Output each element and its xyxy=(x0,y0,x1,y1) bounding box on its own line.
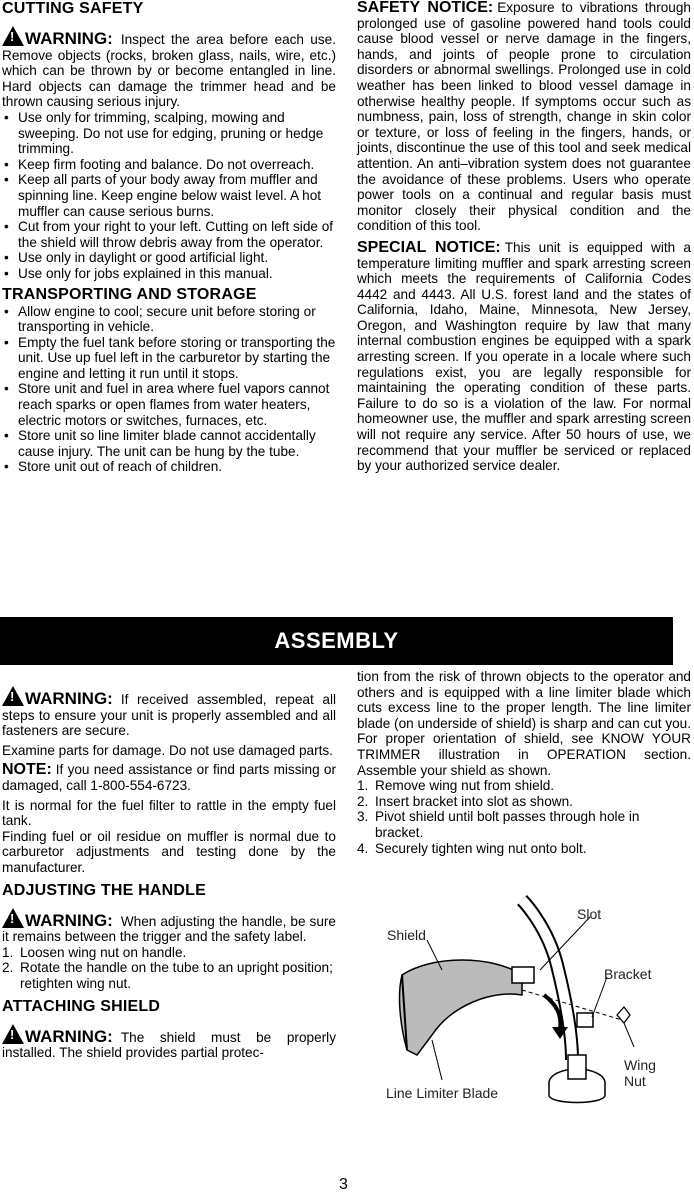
label-line-limiter-blade: Line Limiter Blade xyxy=(386,1085,499,1101)
warning-triangle-icon xyxy=(2,26,24,46)
assembly-right-section xyxy=(357,669,691,856)
shield-piece xyxy=(400,960,522,1055)
warning-triangle-icon xyxy=(2,686,24,706)
examine-paragraph: Examine parts for damage. Do not use damaged parts. xyxy=(2,742,333,758)
list-item: • Use only for jobs explained in this manual. xyxy=(2,266,336,282)
list-item: 2. Rotate the handle on the tube to an upright position; retighten wing nut. xyxy=(2,960,333,991)
assembly-banner: ASSEMBLY xyxy=(0,617,673,665)
list-item: • Store unit and fuel in area where fuel vapors cannot reach sparks or open flames from water heaters, electric motors or switches, furnaces, etc. xyxy=(2,381,336,428)
cutting-warning-paragraph: !WARNING: Inspect the area before each use. Remove objects (rocks, broken glass, nails, wire, etc.) which can be thrown by or become entangled in line. Hard objects can damage the trimmer head and be thrown causing serious injury. xyxy=(2,24,336,110)
assembly-warning-paragraph: !WARNING: If received assembled, repeat all steps to ensure your unit is properly assembled and all fasteners are secure. xyxy=(2,684,336,739)
residue-paragraph: Finding fuel or oil residue on muffler is normal due to carburetor adjustments and testing done by the manufacturer. xyxy=(2,828,336,875)
list-item: • Use only for trimming, scalping, mowing and sweeping. Do not use for edging, pruning or hedge trimming. xyxy=(2,110,336,157)
handle-warning-paragraph: !WARNING: When adjusting the handle, be sure it remains between the trigger and the safety label. xyxy=(2,906,336,945)
shield-steps-list xyxy=(357,778,691,856)
special-notice-paragraph: SPECIAL NOTICE: This unit is equipped with a temperature limiting muffler and spark arresting screen which meets the requirements of California Codes 4442 and 4443. All U.S. forest land and the states of California, Idaho, Maine, Minnesota, New Jersey, Oregon, and Washington require by law that many internal combustion engines be equipped with a spark arresting screen. If you operate in a locale where such regulations exist, you are legally responsible for maintaining the operating condition of these parts. Failure to do so is a violation of the law. For normal homeowner use, the muffler and spark arresting screen will not require any service. After 50 hours of use, we recommend that your muffler be serviced or replaced by your authorized service dealer. xyxy=(357,238,691,474)
wing-nut-piece xyxy=(617,1007,630,1023)
list-item: • Use only in daylight or good artificial light. xyxy=(2,250,336,266)
label-bracket: Bracket xyxy=(604,966,652,982)
orientation-paragraph: For proper orientation of shield, see KNOW YOUR TRIMMER illustration in OPERATION section. Assemble your shield as shown. xyxy=(357,731,691,778)
list-item: 1. Loosen wing nut on handle. xyxy=(2,944,187,960)
warning-triangle-icon xyxy=(2,1024,24,1044)
transporting-list xyxy=(2,304,336,476)
slot-piece xyxy=(512,967,534,983)
assembly-left-section xyxy=(2,684,336,1061)
fuel-filter-paragraph: It is normal for the fuel filter to rattle in the empty fuel tank. xyxy=(2,797,336,829)
list-item: • Keep firm footing and balance. Do not overreach. xyxy=(2,157,336,173)
list-item: 1. Remove wing nut from shield. xyxy=(357,778,555,794)
bracket-piece xyxy=(577,1013,593,1027)
shield-assembly-figure xyxy=(372,895,672,1110)
cutting-safety-section xyxy=(2,0,336,475)
warning-label: WARNING: xyxy=(25,910,113,930)
list-item: • Empty the fuel tank before storing or transporting the unit. Use up fuel left in the carburetor by starting the engine and letting it run until it stops. xyxy=(2,335,336,382)
warning-label: WARNING: xyxy=(25,29,113,48)
notices-section xyxy=(357,0,691,474)
special-notice-label: SPECIAL NOTICE: xyxy=(357,238,501,256)
list-item: 4. Securely tighten wing nut onto bolt. xyxy=(357,840,587,856)
shield-warning-paragraph: !WARNING: The shield must be properly installed. The shield provides partial protec- xyxy=(2,1022,336,1061)
handle-steps-list xyxy=(2,945,336,992)
page-number: 3 xyxy=(339,1176,348,1193)
adjusting-handle-heading: ADJUSTING THE HANDLE xyxy=(2,881,207,899)
warning-triangle-icon xyxy=(2,908,24,928)
continued-paragraph: tion from the risk of thrown objects to the operator and others and is equipped with a line limiter blade which cuts excess line to the proper length. The line limiter blade (on underside of shield) is sharp and can cut you. xyxy=(357,669,692,731)
list-item: • Keep all parts of your body away from muffler and spinning line. Keep engine below waist level. A hot muffler can cause serious burns. xyxy=(2,172,336,219)
list-item: • Store unit so line limiter blade cannot accidentally cause injury. The unit can be hung by the tube. xyxy=(2,428,336,459)
cutting-safety-list xyxy=(2,110,336,282)
label-wing: Wing xyxy=(624,1057,656,1073)
list-item: • Cut from your right to your left. Cutting on left side of the shield will throw debris away from the operator. xyxy=(2,219,336,250)
safety-notice-paragraph: SAFETY NOTICE: Exposure to vibrations through prolonged use of gasoline powered hand tools could cause blood vessel or nerve damage in the fingers, hands, and joints of people prone to circulation disorders or abnormal swellings. Prolonged use in cold weather has been linked to blood vessel damage in otherwise healthy people. If symptoms occur such as numbness, pain, loss of strength, change in skin color or texture, or loss of feeling in the fingers, hands, or joints, discontinue the use of this tool and seek medical attention. An anti–vibration system does not guarantee the avoidance of these problems. Users who operate power tools on a continual and regular basis must monitor closely their physical condition and the condition of this tool. xyxy=(357,0,691,234)
list-item: 2. Insert bracket into slot as shown. xyxy=(357,793,573,809)
note-label: NOTE: xyxy=(2,761,52,779)
label-nut: Nut xyxy=(624,1073,646,1089)
transporting-heading: TRANSPORTING AND STORAGE xyxy=(2,285,257,303)
list-item: 3. Pivot shield until bolt passes through hole in bracket. xyxy=(357,809,640,840)
safety-notice-label: SAFETY NOTICE: xyxy=(357,0,494,16)
label-slot: Slot xyxy=(577,906,602,922)
label-shield: Shield xyxy=(387,927,426,943)
warning-label: WARNING: xyxy=(25,689,113,708)
note-paragraph: NOTE: If you need assistance or find parts missing or damaged, call 1-800-554-6723. xyxy=(2,761,336,793)
attaching-shield-heading: ATTACHING SHIELD xyxy=(2,997,161,1015)
cutting-safety-heading: CUTTING SAFETY xyxy=(2,0,144,17)
warning-label: WARNING: xyxy=(25,1026,113,1046)
list-item: • Allow engine to cool; secure unit before storing or transporting in vehicle. xyxy=(2,304,336,335)
list-item: • Store unit out of reach of children. xyxy=(2,459,336,475)
